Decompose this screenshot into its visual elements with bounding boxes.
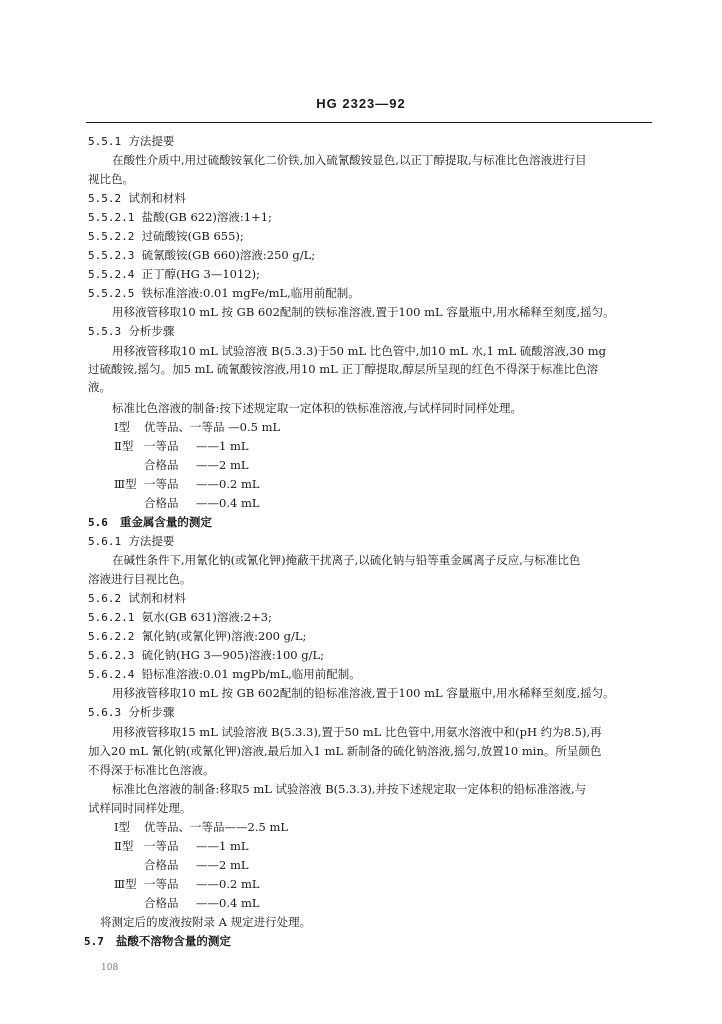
heading-5-7 xyxy=(84,933,231,950)
item-number: 5.6.2.3 xyxy=(88,649,135,662)
section-number: 5.5.1 xyxy=(88,135,122,148)
item-number: 5.5.2.5 xyxy=(88,287,135,300)
fe-standard-row xyxy=(114,438,249,454)
product-type: Ⅱ型 xyxy=(114,439,134,453)
section-title: 盐酸不溶物含量的测定 xyxy=(115,934,231,948)
fe-standard-row xyxy=(114,457,249,473)
product-grade: 一等品 xyxy=(144,839,179,853)
item-number: 5.6.2.4 xyxy=(88,668,135,681)
paragraph: 过硫酸铵,摇匀。加5 mL 硫氰酸铵溶液,用10 mL 正丁醇提取,醇层所呈现的红色不得深于标准比色溶 xyxy=(88,362,599,376)
item-text: 盐酸(GB 622)溶液:1+1; xyxy=(141,210,272,224)
section-number: 5.5.3 xyxy=(88,325,122,338)
product-grade: 合格品 xyxy=(144,858,179,872)
item-number: 5.5.2.1 xyxy=(88,211,135,224)
page-header: HG 2323—92 xyxy=(316,96,406,111)
paragraph: 加入20 mL 氰化钠(或氰化钾)溶液,最后加入1 mL 新制备的硫化钠溶液,摇匀,放置10 min。所呈颜色 xyxy=(88,744,602,758)
product-grade: 优等品、一等品 xyxy=(144,420,225,434)
item-5-5-2-2 xyxy=(88,228,244,245)
section-number: 5.6.2 xyxy=(88,592,122,605)
item-number: 5.6.2.2 xyxy=(88,630,135,643)
item-number: 5.5.2.4 xyxy=(88,268,135,281)
product-grade: 一等品 xyxy=(144,477,179,491)
paragraph: 用移液管移取10 mL 试验溶液 B(5.3.3)于50 mL 比色管中,加10 mL 水,1 mL 硫酸溶液,30 mg xyxy=(112,344,606,358)
volume-value: ——0.4 mL xyxy=(196,896,260,910)
volume-value: ——2.5 mL xyxy=(224,820,288,834)
item-text: 过硫酸铵(GB 655); xyxy=(141,229,244,243)
fe-standard-row xyxy=(114,476,260,492)
pb-standard-row xyxy=(114,819,288,835)
section-number: 5.5.2 xyxy=(88,192,122,205)
paragraph: 用移液管移取15 mL 试验溶液 B(5.3.3),置于50 mL 比色管中,用氨水溶液中和(pH 约为8.5),再 xyxy=(112,725,602,739)
volume-value: ——0.2 mL xyxy=(196,477,260,491)
product-grade: 合格品 xyxy=(144,896,179,910)
paragraph: 溶液进行目视比色。 xyxy=(88,572,192,586)
product-grade: 一等品 xyxy=(144,439,179,453)
product-type: Ⅰ型 xyxy=(114,420,131,434)
volume-value: —0.5 mL xyxy=(228,420,281,434)
paragraph: 标准比色溶液的制备:按下述规定取一定体积的铁标准溶液,与试样同时同样处理。 xyxy=(112,401,523,415)
fe-standard-row xyxy=(114,495,260,511)
product-type: Ⅲ型 xyxy=(114,877,137,891)
item-text: 氰化钠(或氰化钾)溶液:200 g/L; xyxy=(141,629,307,643)
heading-5-5-3 xyxy=(88,323,174,340)
heading-5-5-1 xyxy=(88,133,174,150)
volume-value: ——2 mL xyxy=(196,858,249,872)
item-5-5-2-1 xyxy=(88,209,272,226)
section-number: 5.6.3 xyxy=(88,706,122,719)
section-title: 方法提要 xyxy=(128,534,175,548)
paragraph: 用移液管移取10 mL 按 GB 602配制的铅标准溶液,置于100 mL 容量瓶中,用水稀释至刻度,摇匀。 xyxy=(112,686,615,700)
section-title: 试剂和材料 xyxy=(128,191,186,205)
section-title: 重金属含量的测定 xyxy=(119,515,212,529)
product-grade: 优等品、一等品 xyxy=(144,820,225,834)
item-text: 硫化钠(HG 3—905)溶液:100 g/L; xyxy=(141,648,325,662)
pb-standard-row xyxy=(114,895,260,911)
item-5-6-2-2 xyxy=(88,628,306,645)
product-type: Ⅰ型 xyxy=(114,820,131,834)
item-5-6-2-1 xyxy=(88,609,272,626)
paragraph: 在酸性介质中,用过硫酸铵氧化二价铁,加入硫氰酸铵显色,以正丁醇提取,与标准比色溶液进行目 xyxy=(112,153,587,167)
item-number: 5.5.2.3 xyxy=(88,249,135,262)
volume-value: ——0.4 mL xyxy=(196,496,260,510)
heading-5-6 xyxy=(88,514,212,531)
section-title: 试剂和材料 xyxy=(128,591,186,605)
product-type: Ⅱ型 xyxy=(114,839,134,853)
product-grade: 一等品 xyxy=(144,877,179,891)
pb-standard-row xyxy=(114,857,249,873)
paragraph: 将测定后的废液按附录 A 规定进行处理。 xyxy=(100,915,312,929)
volume-value: ——1 mL xyxy=(196,439,249,453)
section-title: 方法提要 xyxy=(128,134,175,148)
section-title: 分析步骤 xyxy=(128,324,175,338)
paragraph: 视比色。 xyxy=(88,172,134,186)
item-5-6-2-4 xyxy=(88,666,361,683)
heading-5-6-1 xyxy=(88,533,174,550)
pb-standard-row xyxy=(114,876,260,892)
volume-value: ——0.2 mL xyxy=(196,877,260,891)
item-text: 铅标准溶液:0.01 mgPb/mL,临用前配制。 xyxy=(141,667,361,681)
section-number: 5.7 xyxy=(84,935,104,948)
paragraph: 不得深于标准比色溶液。 xyxy=(88,763,215,777)
page-number: 108 xyxy=(101,963,119,973)
fe-standard-row xyxy=(114,419,280,435)
paragraph: 标准比色溶液的制备:移取5 mL 试验溶液 B(5.3.3),并按下述规定取一定体积的铅标准溶液,与 xyxy=(112,782,587,796)
item-5-6-2-3 xyxy=(88,647,324,664)
section-title: 分析步骤 xyxy=(128,705,175,719)
heading-5-6-3 xyxy=(88,704,174,721)
heading-5-5-2 xyxy=(88,190,186,207)
section-number: 5.6.1 xyxy=(88,535,122,548)
item-number: 5.5.2.2 xyxy=(88,230,135,243)
volume-value: ——2 mL xyxy=(196,458,249,472)
header-rule xyxy=(86,122,652,123)
item-5-5-2-5 xyxy=(88,285,360,302)
item-5-5-2-3 xyxy=(88,247,315,264)
paragraph: 液。 xyxy=(88,380,111,394)
item-text: 铁标准溶液:0.01 mgFe/mL,临用前配制。 xyxy=(141,286,360,300)
product-type: Ⅲ型 xyxy=(114,477,137,491)
item-text: 正丁醇(HG 3—1012); xyxy=(141,267,260,281)
item-number: 5.6.2.1 xyxy=(88,611,135,624)
heading-5-6-2 xyxy=(88,590,186,607)
product-grade: 合格品 xyxy=(144,458,179,472)
item-5-5-2-4 xyxy=(88,266,260,283)
product-grade: 合格品 xyxy=(144,496,179,510)
item-text: 硫氰酸铵(GB 660)溶液:250 g/L; xyxy=(141,248,316,262)
pb-standard-row xyxy=(114,838,249,854)
section-number: 5.6 xyxy=(88,516,108,529)
volume-value: ——1 mL xyxy=(196,839,249,853)
paragraph: 试样同时同样处理。 xyxy=(88,801,192,815)
paragraph: 在碱性条件下,用氰化钠(或氰化钾)掩蔽干扰离子,以硫化钠与铅等重金属离子反应,与标准比色 xyxy=(112,553,581,567)
item-text: 氨水(GB 631)溶液:2+3; xyxy=(141,610,272,624)
paragraph: 用移液管移取10 mL 按 GB 602配制的铁标准溶液,置于100 mL 容量瓶中,用水稀释至刻度,摇匀。 xyxy=(112,305,615,319)
